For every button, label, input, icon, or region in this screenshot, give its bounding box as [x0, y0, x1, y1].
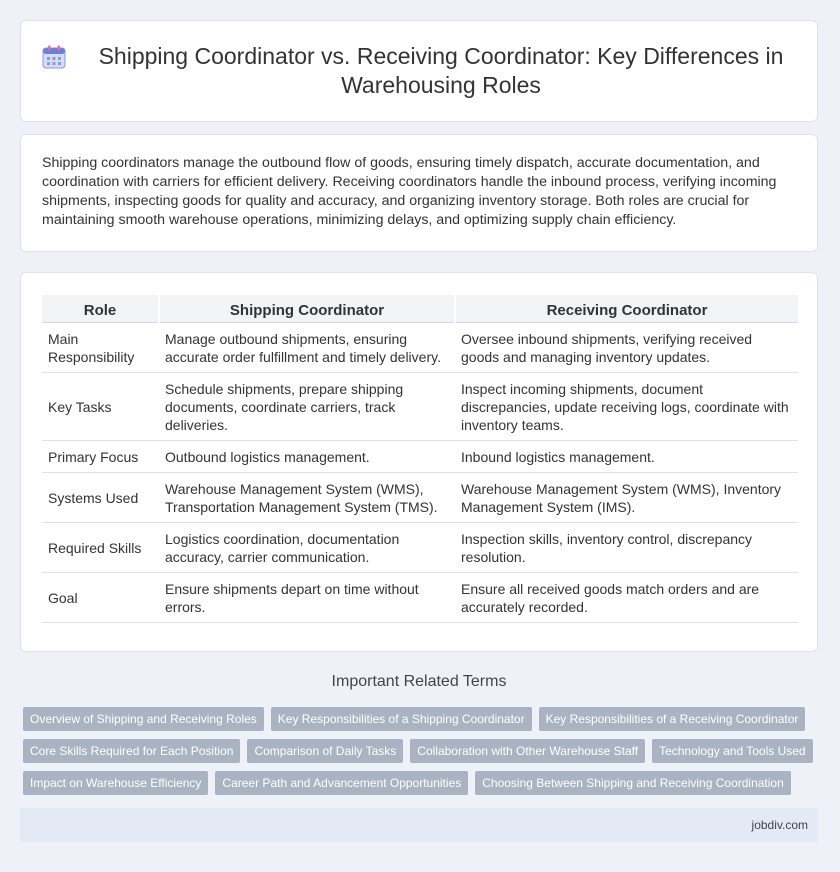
shipping-cell: Outbound logistics management. [159, 441, 455, 473]
related-term-tag[interactable]: Key Responsibilities of a Receiving Coordinator [539, 707, 806, 731]
related-term-tag[interactable]: Core Skills Required for Each Position [23, 739, 240, 763]
calendar-icon [41, 44, 67, 70]
header-role: Role [42, 295, 159, 323]
receiving-cell: Oversee inbound shipments, verifying received goods and managing inventory updates. [455, 323, 798, 373]
shipping-cell: Logistics coordination, documentation accuracy, carrier communication. [159, 523, 455, 573]
header-inner [21, 21, 817, 121]
shipping-cell: Manage outbound shipments, ensuring accurate order fulfillment and timely delivery. [159, 323, 455, 373]
row-label: Systems Used [42, 473, 159, 523]
row-label: Key Tasks [42, 373, 159, 441]
receiving-cell: Inbound logistics management. [455, 441, 798, 473]
related-term-tag[interactable]: Impact on Warehouse Efficiency [23, 771, 208, 795]
receiving-cell: Inspect incoming shipments, document discrepancies, update receiving logs, coordinate with inventory teams. [455, 373, 798, 441]
receiving-cell: Warehouse Management System (WMS), Inventory Management System (IMS). [455, 473, 798, 523]
intro-card [20, 134, 818, 252]
shipping-cell: Warehouse Management System (WMS), Transportation Management System (TMS). [159, 473, 455, 523]
page-title: Shipping Coordinator vs. Receiving Coordinator: Key Differences in Warehousing Roles [98, 43, 784, 98]
receiving-cell: Ensure all received goods match orders and are accurately recorded. [455, 573, 798, 623]
receiving-cell: Inspection skills, inventory control, discrepancy resolution. [455, 523, 798, 573]
footer [20, 808, 818, 842]
row-label: Required Skills [42, 523, 159, 573]
row-label: Main Responsibility [42, 323, 159, 373]
table-row [42, 573, 798, 623]
table-row [42, 323, 798, 373]
related-term-tag[interactable]: Collaboration with Other Warehouse Staff [410, 739, 645, 763]
header-receiving: Receiving Coordinator [455, 295, 798, 323]
table-row [42, 473, 798, 523]
related-term-tag[interactable]: Choosing Between Shipping and Receiving Coordination [475, 771, 791, 795]
related-terms-list [20, 707, 818, 795]
shipping-cell: Ensure shipments depart on time without errors. [159, 573, 455, 623]
intro-paragraph: Shipping coordinators manage the outbound flow of goods, ensuring timely dispatch, accurate documentation, and coordination with carriers for efficient delivery. Receiving coordinators handle the inbound process, verifying incoming shipments, inspecting goods for quality and accuracy, and organizing inventory storage. Both roles are crucial for maintaining smooth warehouse operations, minimizing delays, and optimizing supply chain efficiency. [42, 155, 777, 228]
comparison-table [42, 295, 798, 623]
related-term-tag[interactable]: Career Path and Advancement Opportunities [215, 771, 468, 795]
related-term-tag[interactable]: Comparison of Daily Tasks [247, 739, 403, 763]
related-terms-title: Important Related Terms [331, 673, 507, 690]
header-shipping: Shipping Coordinator [159, 295, 455, 323]
related-term-tag[interactable]: Key Responsibilities of a Shipping Coordinator [271, 707, 532, 731]
table-row [42, 373, 798, 441]
footer-site-link[interactable]: jobdiv.com [751, 818, 808, 832]
shipping-cell: Schedule shipments, prepare shipping documents, coordinate carriers, track deliveries. [159, 373, 455, 441]
related-term-tag[interactable]: Overview of Shipping and Receiving Roles [23, 707, 264, 731]
related-term-tag[interactable]: Technology and Tools Used [652, 739, 813, 763]
table-row [42, 523, 798, 573]
table-row [42, 441, 798, 473]
table-header-row [42, 295, 798, 323]
row-label: Goal [42, 573, 159, 623]
comparison-card [20, 272, 818, 652]
related-terms-section [20, 672, 818, 795]
row-label: Primary Focus [42, 441, 159, 473]
header-card [20, 20, 818, 122]
